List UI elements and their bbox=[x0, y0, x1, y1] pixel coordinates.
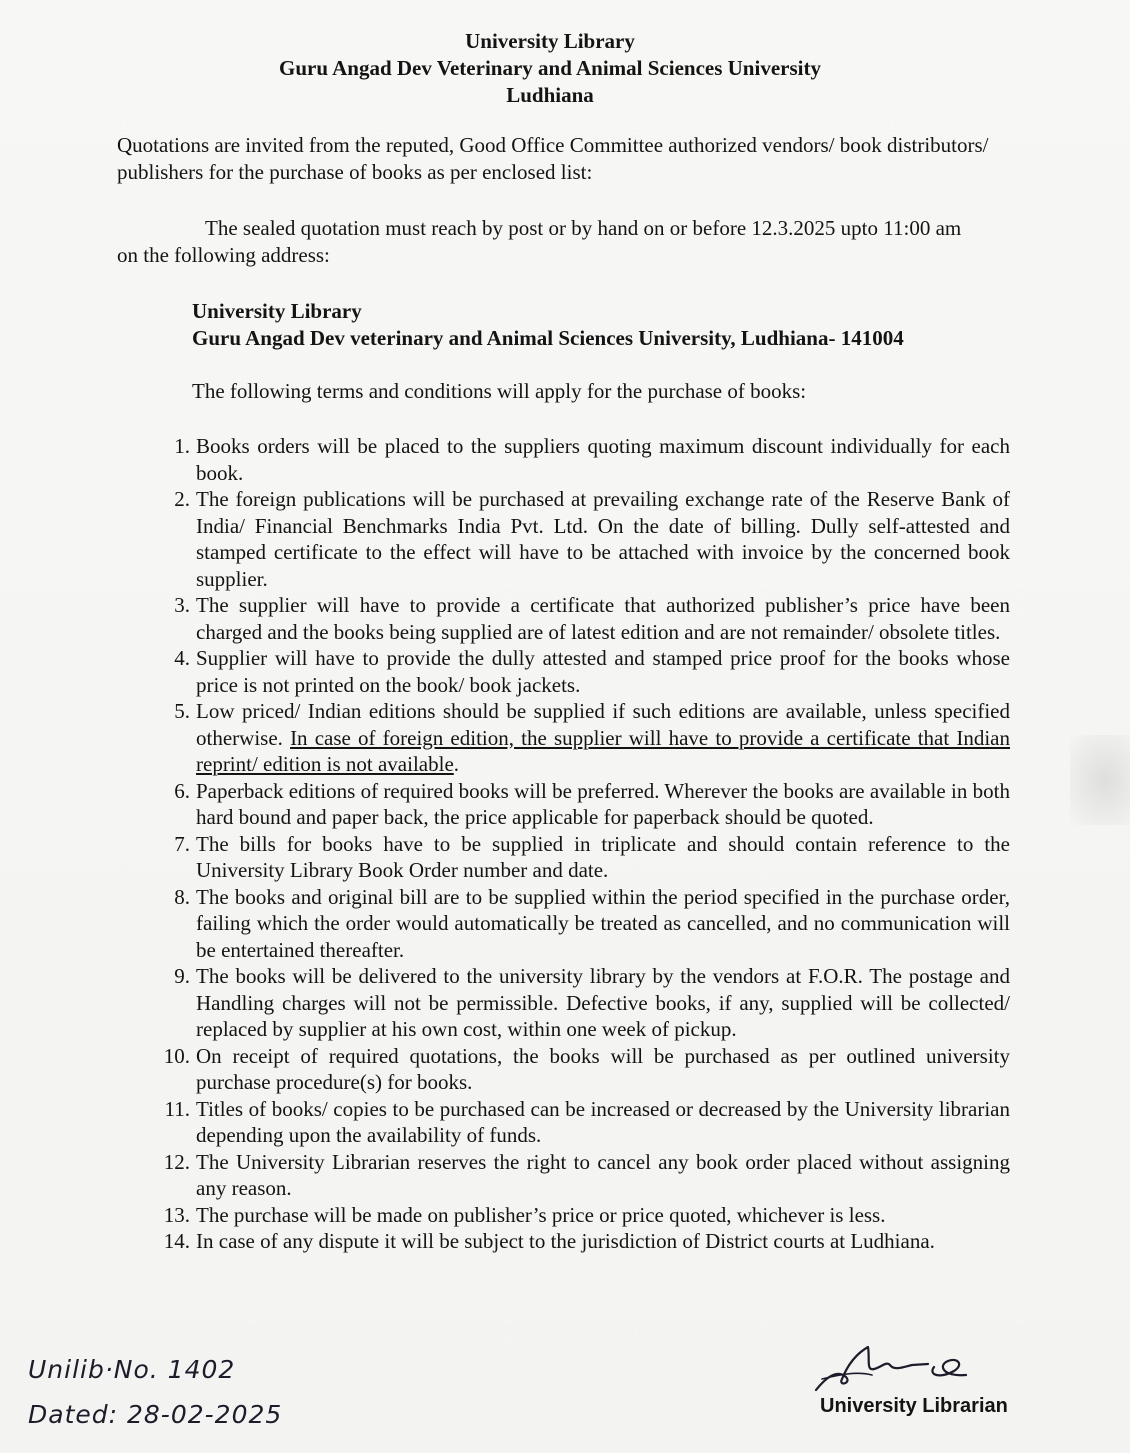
term-item: 6. Paperback editions of required books will be preferred. Wherever the books are available in both hard bound and paper back, the price applicable for paperback should be quoted. bbox=[174, 778, 1010, 829]
term-item: 5. Low priced/ Indian editions should be supplied if such editions are available, unless specified otherwise. In case of foreign edition, the supplier will have to provide a certificate that Indian reprint/ edition is not available. bbox=[174, 699, 1011, 776]
term-item: 11. Titles of books/ copies to be purchased can be increased or decreased by the University librarian depending upon the availability of funds. bbox=[164, 1096, 1010, 1147]
signatory-title: University Librarian bbox=[820, 1395, 1008, 1417]
term-item: 3. The supplier will have to provide a certificate that authorized publisher’s price have been charged and the books being supplied are of latest edition and are not remainder/ obsolete titles. bbox=[174, 593, 1010, 644]
reference-date: Dated: 28-02-2025 bbox=[28, 1400, 283, 1429]
deadline-paragraph bbox=[117, 215, 977, 269]
address-block bbox=[192, 298, 1012, 352]
reference-number: Unilib·No. 1402 bbox=[28, 1355, 236, 1384]
header-line-2: Guru Angad Dev Veterinary and Animal Sciences University bbox=[279, 56, 821, 80]
term-item: 7. The bills for books have to be supplied in triplicate and should contain reference to the University Library Book Order number and date. bbox=[174, 831, 1010, 882]
term-item: 4. Supplier will have to provide the dully attested and stamped price proof for the books whose price is not printed on the book/ book jackets. bbox=[174, 646, 1010, 697]
term-item: 12. The University Librarian reserves the right to cancel any book order placed without assigning any reason. bbox=[163, 1149, 1010, 1200]
term-item: 9. The books will be delivered to the university library by the vendors at F.O.R. The postage and Handling charges will not be permissible. Defective books, if any, supplied will be collected/ replaced by supplier at his own cost, within one week of pickup. bbox=[174, 964, 1010, 1041]
term-item: 2. The foreign publications will be purchased at prevailing exchange rate of the Reserve Bank of India/ Financial Benchmarks India Pvt. Ltd. On the date of billing. Dully self-attested and stamped certificate to the effect will have to be attached with invoice by the concerned book supplier. bbox=[174, 487, 1010, 591]
terms-list bbox=[150, 433, 1010, 1255]
address-line-1: University Library bbox=[192, 299, 362, 323]
term-item: 13. The purchase will be made on publisher’s price or price quoted, whichever is less. bbox=[163, 1202, 886, 1227]
signature-mark bbox=[808, 1335, 978, 1395]
letterhead bbox=[0, 28, 1100, 109]
header-line-3: Ludhiana bbox=[506, 83, 594, 107]
term-item: 8. The books and original bill are to be supplied within the period specified in the purchase order, failing which the order would automatically be treated as cancelled, and no communication will be entertained thereafter. bbox=[174, 884, 1010, 962]
header-line-1: University Library bbox=[465, 29, 635, 53]
deadline-text: The sealed quotation must reach by post or by hand on or before 12.3.2025 upto 11:00 am on the following address: bbox=[117, 216, 962, 267]
term-item: 14. In case of any dispute it will be subject to the jurisdiction of District courts at Ludhiana. bbox=[163, 1229, 935, 1253]
underlined-clause: In case of foreign edition, the supplier will have to provide a certificate that Indian reprint/ edition is not available bbox=[196, 725, 1011, 776]
intro-paragraph: Quotations are invited from the reputed, Good Office Committee authorized vendors/ book distributors/ publishers for the purchase of books as per enclosed list: bbox=[117, 133, 989, 184]
terms-intro: The following terms and conditions will apply for the purchase of books: bbox=[192, 379, 807, 403]
term-item: 1. Books orders will be placed to the suppliers quoting maximum discount individually for each book. bbox=[174, 434, 1010, 485]
address-line-2: Guru Angad Dev veterinary and Animal Sciences University, Ludhiana- 141004 bbox=[192, 326, 904, 350]
scan-smudge bbox=[1070, 735, 1130, 825]
term-item: 10. On receipt of required quotations, the books will be purchased as per outlined university purchase procedure(s) for books. bbox=[163, 1043, 1010, 1094]
